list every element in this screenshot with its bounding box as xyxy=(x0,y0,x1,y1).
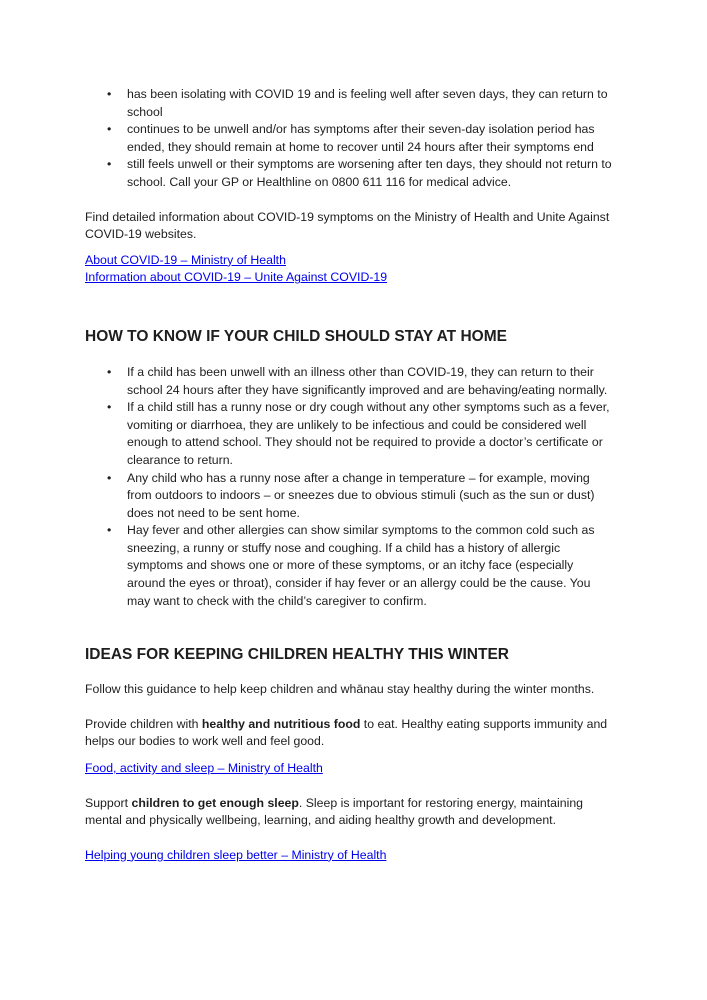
bullet-item: • Any child who has a runny nose after a change in temperature – for example, moving from outdoors to indoors – or sneezes due to obvious stimuli (such as the sun or dust) does not need to be sent home. xyxy=(127,470,614,523)
enough-sleep-paragraph xyxy=(85,795,623,830)
bullet-item: • If a child has been unwell with an illness other than COVID-19, they can return to their school 24 hours after they have significantly improved and are behaving/eating normally. xyxy=(127,364,614,399)
text-segment: . Sleep is important for restoring energy, maintaining mental and physically wellbeing, learning, and aiding healthy growth and development. xyxy=(85,795,583,828)
covid-return-bullet-list xyxy=(85,86,627,192)
bold-text-segment: children to get enough sleep xyxy=(131,795,299,810)
bullet-item: • continues to be unwell and/or has symptoms after their seven-day isolation period has ended, they should remain at home to recover until 24 hours after their symptoms end xyxy=(127,121,614,156)
link-food-activity-sleep-ministry[interactable]: Food, activity and sleep – Ministry of Health xyxy=(85,761,323,776)
healthy-food-paragraph xyxy=(85,716,623,751)
bold-text-segment: healthy and nutritious food xyxy=(201,716,361,731)
link-about-covid19-ministry-of-health[interactable]: About COVID-19 – Ministry of Health xyxy=(85,252,286,267)
link-line xyxy=(85,847,623,865)
link-line xyxy=(85,760,623,778)
section-heading-stay-at-home: HOW TO KNOW IF YOUR CHILD SHOULD STAY AT HOME xyxy=(85,327,507,345)
stay-home-bullet-list xyxy=(85,364,627,610)
link-information-about-covid19-unite[interactable]: Information about COVID-19 – Unite Against COVID-19 xyxy=(85,270,388,285)
find-info-paragraph: Find detailed information about COVID-19 symptoms on the Ministry of Health and Unite Against COVID-19 websites. xyxy=(85,209,610,242)
link-helping-young-children-sleep[interactable]: Helping young children sleep better – Ministry of Health xyxy=(85,847,387,862)
text-segment: Support xyxy=(85,795,132,810)
link-line xyxy=(85,269,623,287)
section-heading-healthy-winter: IDEAS FOR KEEPING CHILDREN HEALTHY THIS WINTER xyxy=(85,646,509,664)
bullet-item: • still feels unwell or their symptoms are worsening after ten days, they should not return to school. Call your GP or Healthline on 0800 611 116 for medical advice. xyxy=(127,156,614,191)
text-segment: Provide children with xyxy=(85,716,202,731)
covid-info-links xyxy=(85,252,627,287)
bullet-item: • has been isolating with COVID 19 and is feeling well after seven days, they can return to school xyxy=(127,86,614,121)
bullet-item: • Hay fever and other allergies can show similar symptoms to the common cold such as sneezing, a runny or stuffy nose and coughing. If a child has a history of allergic symptoms and shows one or more of these symptoms, or an itchy face (especially around the eyes or throat), consider if hay fever or an allergy could be the cause. You may want to check with the child’s caregiver to confirm. xyxy=(127,522,614,610)
winter-intro-paragraph: Follow this guidance to help keep children and whānau stay healthy during the winter months. xyxy=(85,682,595,697)
link-line xyxy=(85,252,623,270)
bullet-item: • If a child still has a runny nose or dry cough without any other symptoms such as a fever, vomiting or diarrhoea, they are unlikely to be infectious and could be considered well enough to attend school. They should not be required to provide a doctor’s certificate or clearance to return. xyxy=(127,399,614,469)
text-segment: to eat. Healthy eating supports immunity and helps our bodies to work well and feel good. xyxy=(85,716,608,749)
